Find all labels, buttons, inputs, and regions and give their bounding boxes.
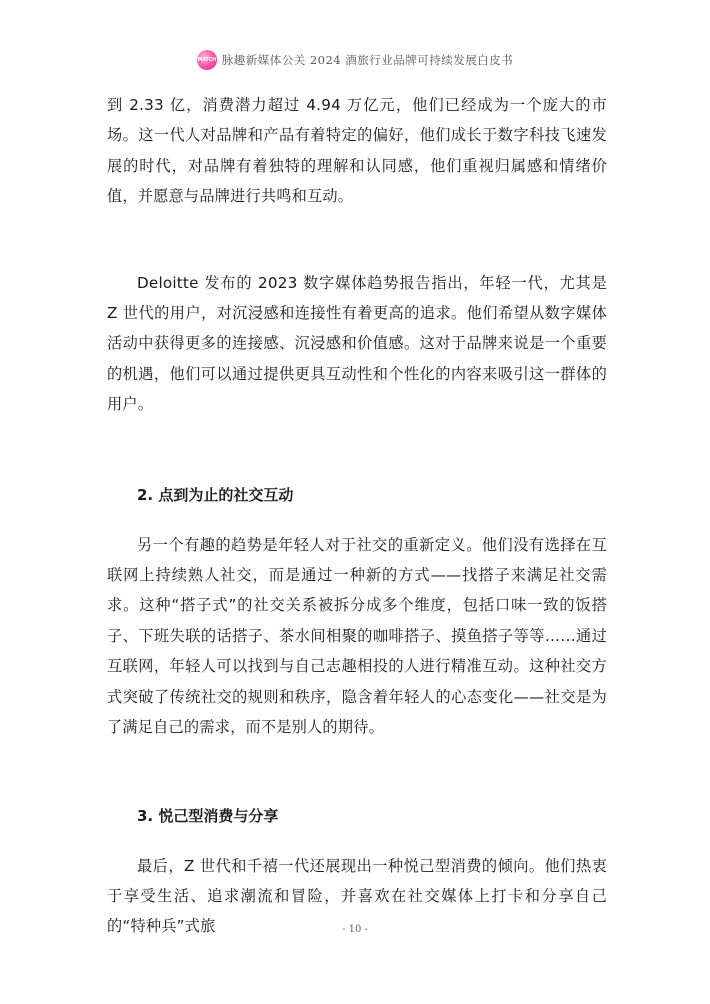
brand-logo-text: MATCH [197, 57, 217, 63]
document-body [107, 90, 607, 942]
section-heading-self-pleasing-consumption: 3. 悦己型消费与分享 [137, 806, 279, 825]
page-number: - 10 - [342, 924, 368, 935]
paragraph-self-pleasing-consumption: 最后，Z 世代和千禧一代还展现出一种悦己型消费的倾向。他们热衷于享受生活、追求潮流和冒险，并喜欢在社交媒体上打卡和分享自己的“特种兵”式旅 [107, 856, 607, 936]
paragraph-social-redefinition: 另一个有趣的趋势是年轻人对于社交的重新定义。他们没有选择在互联网上持续熟人社交，而是通过一种新的方式——找搭子来满足社交需求。这种“搭子式”的社交关系被拆分成多个维度，包括口味一致的饭搭子、下班失联的话搭子、茶水间相聚的咖啡搭子、摸鱼搭子等等……通过互联网，年轻人可以找到与自己志趣相投的人进行精准互动。这种社交方式突破了传统社交的规则和秩序，隐含着年轻人的心态变化——社交是为了满足自己的需求，而不是别人的期待。 [107, 535, 607, 737]
page-header [0, 47, 710, 73]
header-title: 脉趣新媒体公关 2024 酒旅行业品牌可持续发展白皮书 [221, 53, 514, 67]
section-heading-social-interaction: 2. 点到为止的社交互动 [137, 485, 294, 504]
paragraph-deloitte: Deloitte 发布的 2023 数字媒体趋势报告指出，年轻一代，尤其是 Z 世代的用户，对沉浸感和连接性有着更高的追求。他们希望从数字媒体活动中获得更多的连接感、沉浸感和价值感。这对于品牌来说是一个重要的机遇，他们可以通过提供更具互动性和个性化的内容来吸引这一群体的用户。 [107, 273, 607, 414]
paragraph-intro-continuation: 到 2.33 亿，消费潜力超过 4.94 万亿元，他们已经成为一个庞大的市场。这一代人对品牌和产品有着特定的偏好，他们成长于数字科技飞速发展的时代，对品牌有着独特的理解和认同感，他们重视归属感和情绪价值，并愿意与品牌进行共鸣和互动。 [107, 96, 607, 206]
brand-logo-icon [197, 50, 217, 70]
